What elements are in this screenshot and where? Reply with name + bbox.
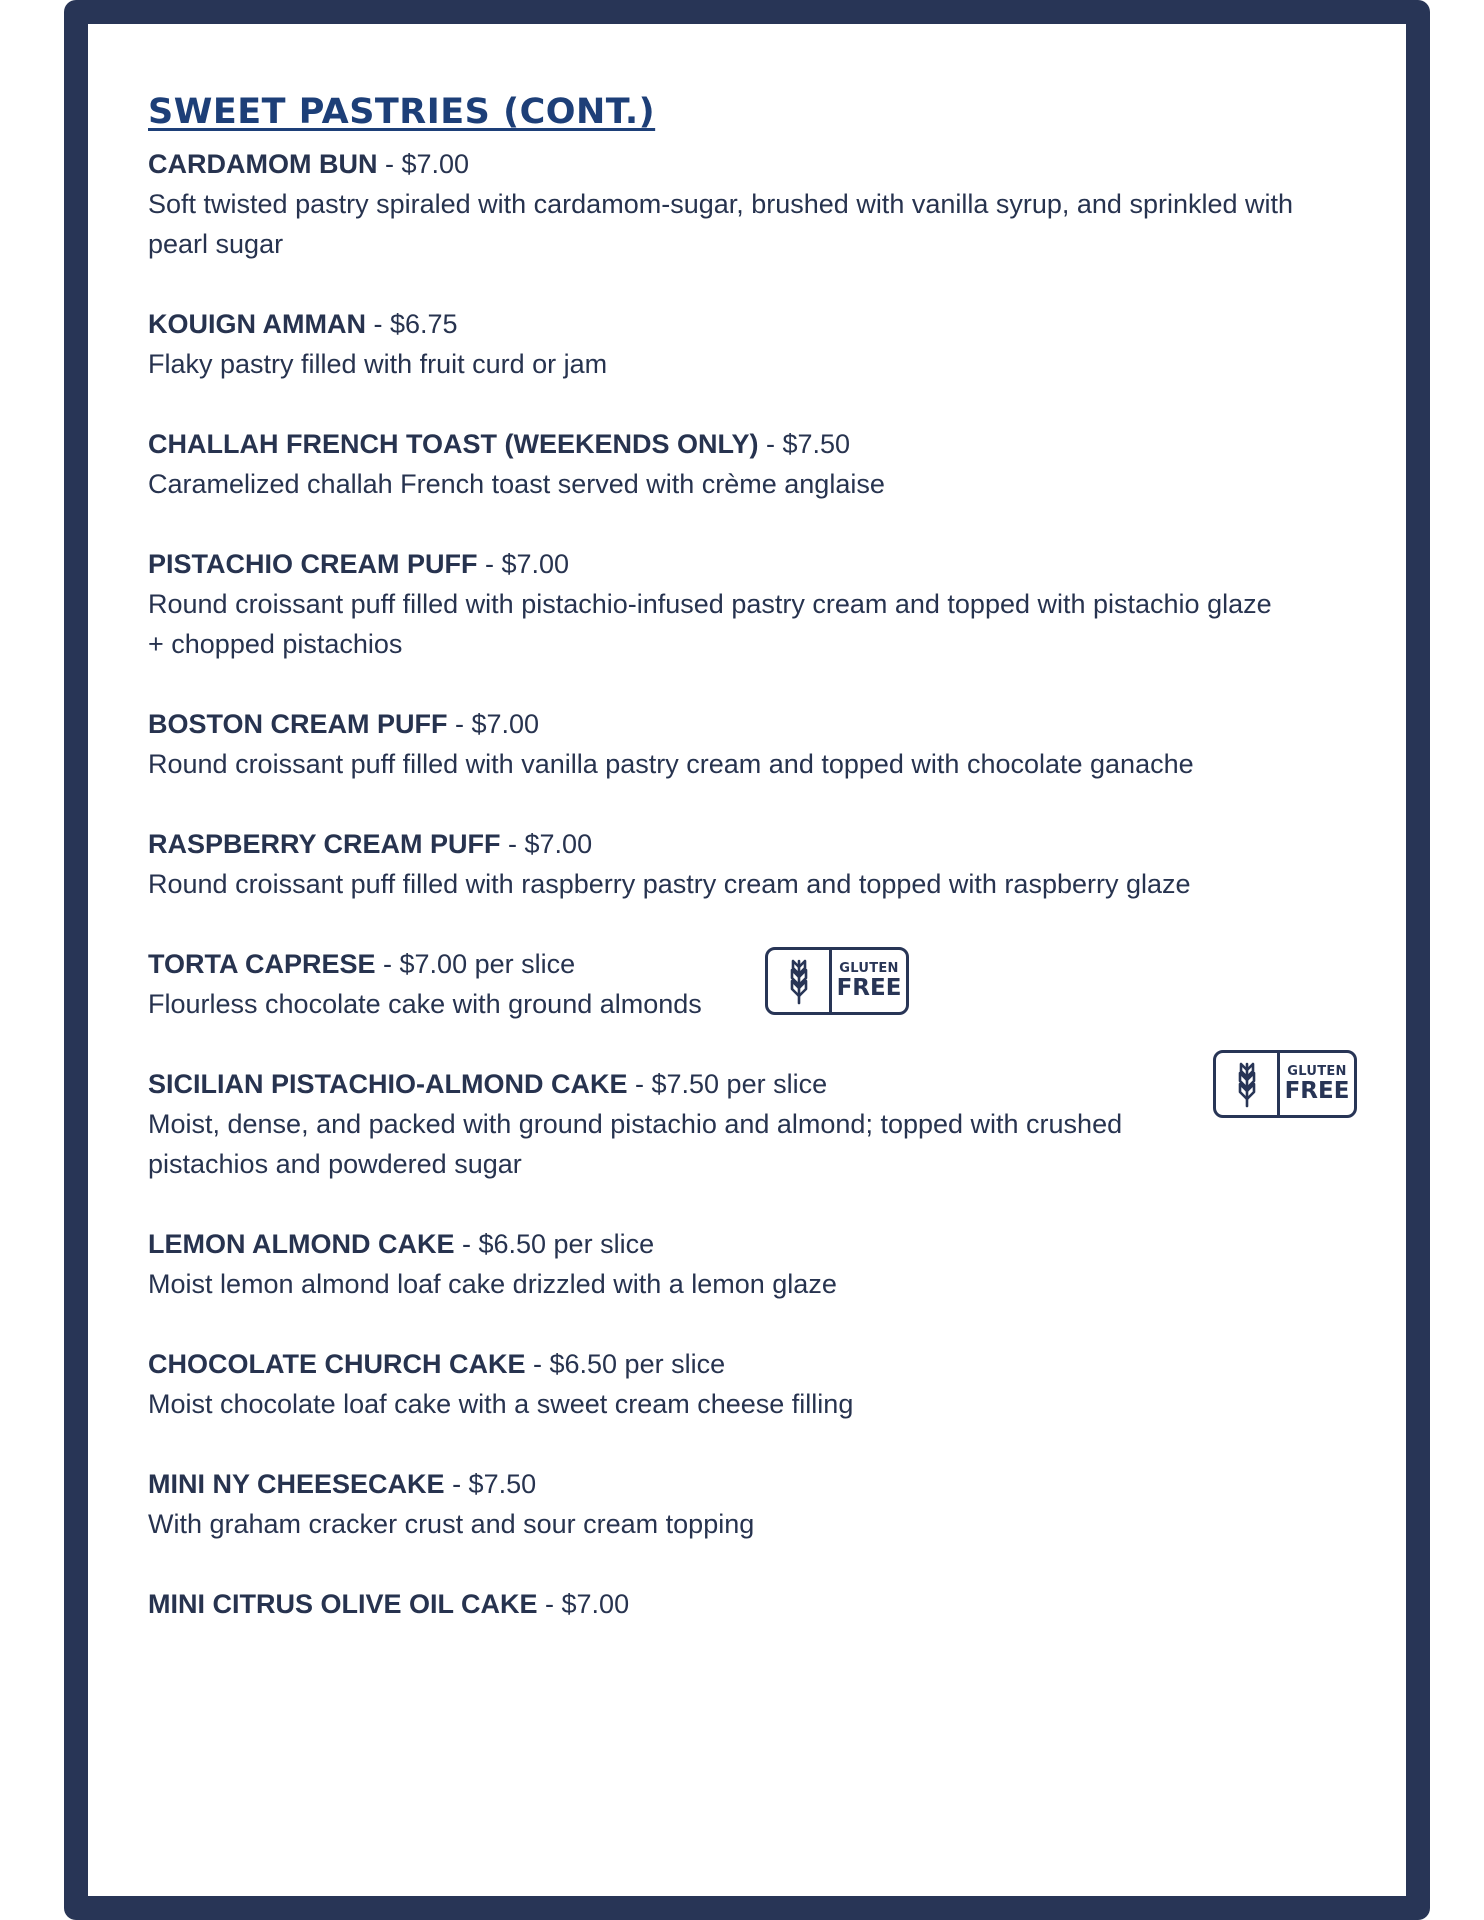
item-name: TORTA CAPRESE <box>148 949 376 979</box>
item-name: MINI NY CHEESECAKE <box>148 1469 445 1499</box>
menu-item <box>148 144 1368 264</box>
item-price: - $7.00 per slice <box>375 949 576 979</box>
menu-item <box>148 944 1368 1024</box>
item-name: CHALLAH FRENCH TOAST (WEEKENDS ONLY) <box>148 429 759 459</box>
item-name: BOSTON CREAM PUFF <box>148 709 448 739</box>
item-name: LEMON ALMOND CAKE <box>148 1229 455 1259</box>
item-description: Moist chocolate loaf cake with a sweet cream cheese filling <box>148 1389 854 1419</box>
gluten-free-badge <box>765 947 909 1015</box>
menu-item <box>148 1224 1368 1304</box>
badge-big-text: FREE <box>1284 1078 1350 1104</box>
wheat-icon <box>768 950 832 1012</box>
menu-item <box>148 424 1368 504</box>
menu-item <box>148 304 1368 384</box>
item-name: KOUIGN AMMAN <box>148 309 366 339</box>
item-price: - $7.00 <box>477 549 570 579</box>
item-price: - $7.50 <box>758 429 851 459</box>
menu-content <box>148 90 1368 1664</box>
item-description: Round croissant puff filled with vanilla pastry cream and topped with chocolate ganache <box>148 749 1194 779</box>
item-description: Flourless chocolate cake with ground almonds <box>148 989 702 1019</box>
item-description: Soft twisted pastry spiraled with cardamom-sugar, brushed with vanilla syrup, and sprinkled with pearl sugar <box>148 189 1294 259</box>
item-description: Moist, dense, and packed with ground pistachio and almond; topped with crushed pistachios and powdered sugar <box>148 1109 1123 1179</box>
item-price: - $7.50 per slice <box>627 1069 828 1099</box>
item-price: - $6.50 per slice <box>454 1229 655 1259</box>
section-title: SWEET PASTRIES (CONT.) <box>148 92 656 132</box>
item-price: - $6.75 <box>365 309 458 339</box>
item-price: - $7.00 <box>447 709 540 739</box>
item-description: Caramelized challah French toast served with crème anglaise <box>148 469 885 499</box>
item-description: Flaky pastry filled with fruit curd or jam <box>148 349 608 379</box>
item-price: - $7.00 <box>537 1589 630 1619</box>
item-description: Moist lemon almond loaf cake drizzled with a lemon glaze <box>148 1269 837 1299</box>
item-description: Round croissant puff filled with raspberry pastry cream and topped with raspberry glaze <box>148 869 1191 899</box>
menu-item <box>148 544 1368 664</box>
item-price: - $7.50 <box>444 1469 537 1499</box>
item-name: RASPBERRY CREAM PUFF <box>148 829 501 859</box>
item-price: - $6.50 per slice <box>525 1349 726 1379</box>
gluten-free-badge <box>1213 1050 1357 1118</box>
badge-big-text: FREE <box>836 975 902 1001</box>
menu-item <box>148 824 1368 904</box>
item-name: MINI CITRUS OLIVE OIL CAKE <box>148 1589 538 1619</box>
item-name: SICILIAN PISTACHIO-ALMOND CAKE <box>148 1069 628 1099</box>
item-price: - $7.00 <box>377 149 470 179</box>
menu-item <box>148 1064 1368 1184</box>
item-name: PISTACHIO CREAM PUFF <box>148 549 478 579</box>
badge-small-text: GLUTEN <box>1287 1064 1347 1079</box>
item-name: CARDAMOM BUN <box>148 149 378 179</box>
menu-item <box>148 1464 1368 1544</box>
menu-item <box>148 704 1368 784</box>
badge-small-text: GLUTEN <box>839 961 899 976</box>
menu-item <box>148 1344 1368 1424</box>
item-description: Round croissant puff filled with pistachio-infused pastry cream and topped with pistachio glaze + chopped pistachios <box>148 589 1272 659</box>
item-description: With graham cracker crust and sour cream topping <box>148 1509 755 1539</box>
menu-item <box>148 1584 1368 1624</box>
wheat-icon <box>1216 1053 1280 1115</box>
item-name: CHOCOLATE CHURCH CAKE <box>148 1349 526 1379</box>
item-price: - $7.00 <box>500 829 593 859</box>
